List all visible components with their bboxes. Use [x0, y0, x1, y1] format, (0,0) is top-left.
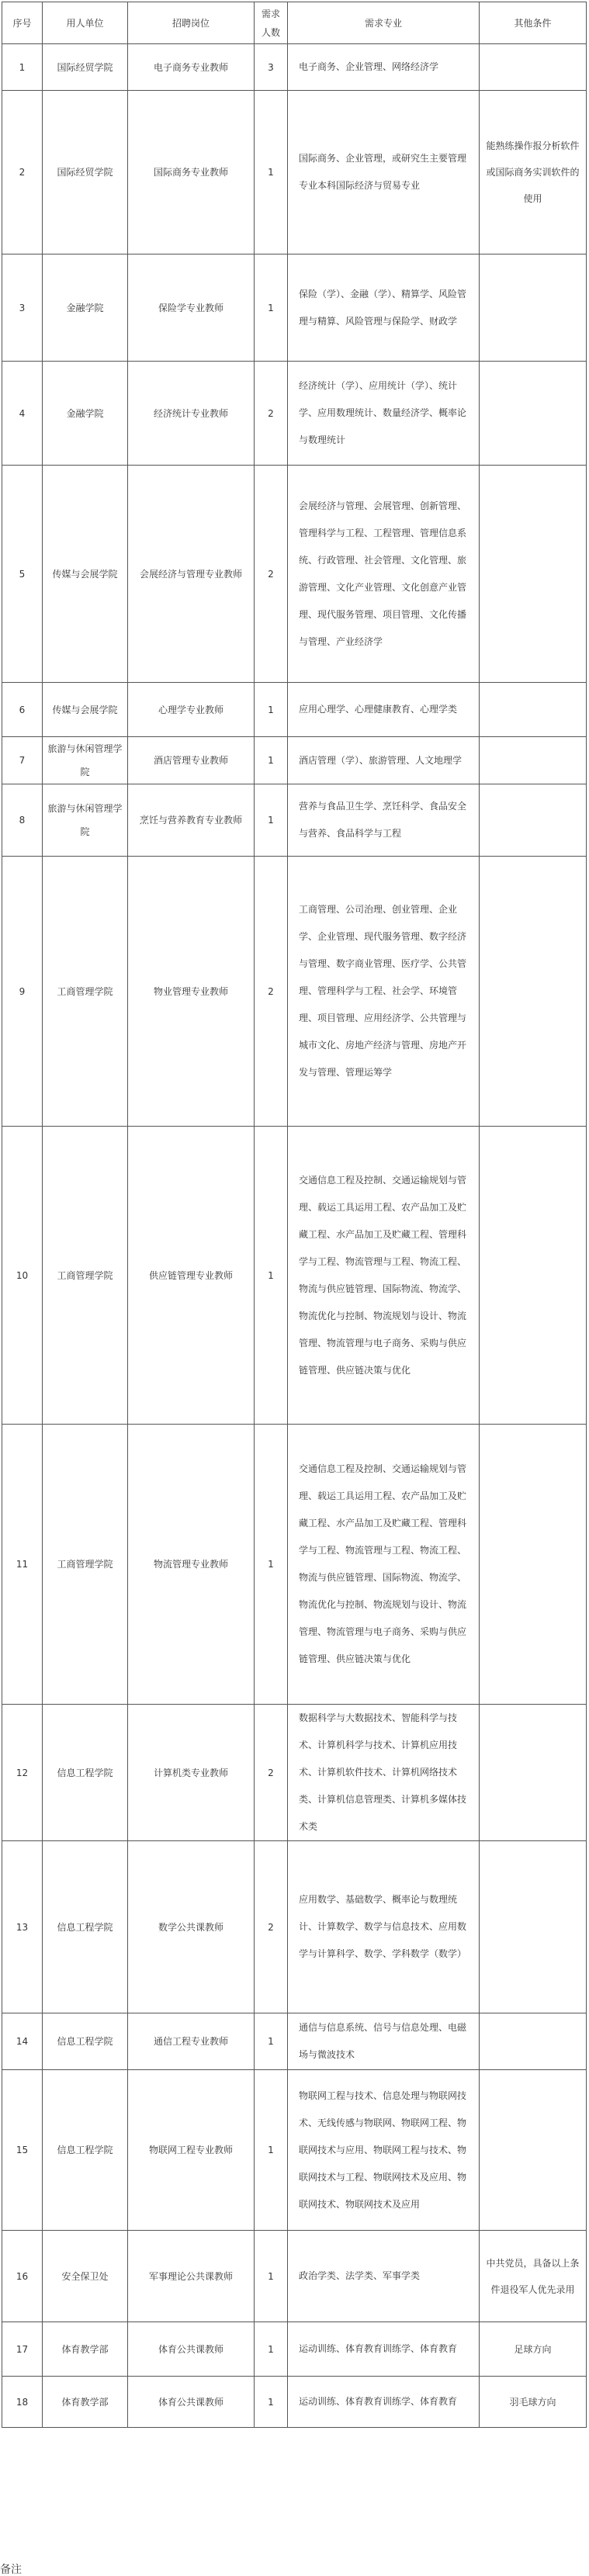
header-extra: 其他条件 — [480, 2, 587, 44]
row-major: 经济统计（学）、应用统计（学）、统计学、应用数理统计、数量经济学、概率论与数理统计 — [288, 362, 480, 466]
row-unit: 金融学院 — [43, 362, 128, 466]
recruitment-table — [2, 2, 587, 2428]
row-count: 1 — [255, 91, 288, 254]
row-unit: 体育教学部 — [43, 2322, 128, 2377]
row-extra — [480, 737, 587, 784]
row-extra: 足球方向 — [480, 2322, 587, 2377]
row-no: 5 — [2, 466, 43, 683]
row-extra — [480, 2013, 587, 2070]
table-row — [2, 2231, 587, 2322]
row-unit: 安全保卫处 — [43, 2231, 128, 2322]
row-unit: 金融学院 — [43, 254, 128, 362]
row-unit: 信息工程学院 — [43, 2013, 128, 2070]
row-count: 1 — [255, 737, 288, 784]
row-extra — [480, 44, 587, 91]
row-position: 计算机类专业教师 — [128, 1705, 255, 1841]
row-position: 经济统计专业教师 — [128, 362, 255, 466]
row-major: 工商管理、公司治理、创业管理、企业学、企业管理、现代服务管理、数字经济与管理、数字商业管理、医疗学、公共管理、管理科学与工程、社会学、环境管理、项目管理、应用经济学、公共管理与城市文化、房地产经济与管理、房地产开发与管理、管理运筹学 — [288, 857, 480, 1127]
table-row — [2, 44, 587, 91]
row-unit: 体育教学部 — [43, 2377, 128, 2428]
row-major: 物联网工程与技术、信息处理与物联网技术、无线传感与物联网、物联网工程、物联网技术与应用、物联网工程与技术、物联网技术与工程、物联网技术及应用、物联网技术、物联网技术及应用 — [288, 2070, 480, 2231]
row-count: 2 — [255, 362, 288, 466]
table-row — [2, 1841, 587, 2013]
row-no: 14 — [2, 2013, 43, 2070]
row-position: 会展经济与管理专业教师 — [128, 466, 255, 683]
header-major: 需求专业 — [288, 2, 480, 44]
row-extra — [480, 1425, 587, 1705]
row-position: 物流管理专业教师 — [128, 1425, 255, 1705]
header-position: 招聘岗位 — [128, 2, 255, 44]
row-no: 9 — [2, 857, 43, 1127]
row-no: 16 — [2, 2231, 43, 2322]
row-major: 通信与信息系统、信号与信息处理、电磁场与微波技术 — [288, 2013, 480, 2070]
row-position: 供应链管理专业教师 — [128, 1127, 255, 1425]
table-row — [2, 1425, 587, 1705]
row-position: 数学公共课教师 — [128, 1841, 255, 2013]
row-major: 运动训练、体育教育训练学、体育教育 — [288, 2377, 480, 2428]
row-extra: 羽毛球方向 — [480, 2377, 587, 2428]
row-position: 物联网工程专业教师 — [128, 2070, 255, 2231]
row-major: 政治学类、法学类、军事学类 — [288, 2231, 480, 2322]
row-unit: 信息工程学院 — [43, 1841, 128, 2013]
row-major: 保险（学）、金融（学）、精算学、风险管理与精算、风险管理与保险学、财政学 — [288, 254, 480, 362]
table-row — [2, 1127, 587, 1425]
row-no: 6 — [2, 683, 43, 737]
row-extra: 中共党员，具备以上条件退役军人优先录用 — [480, 2231, 587, 2322]
table-row — [2, 2013, 587, 2070]
header-unit: 用人单位 — [43, 2, 128, 44]
table-row — [2, 683, 587, 737]
row-position: 体育公共课教师 — [128, 2322, 255, 2377]
row-major: 运动训练、体育教育训练学、体育教育 — [288, 2322, 480, 2377]
row-unit: 传媒与会展学院 — [43, 683, 128, 737]
row-unit: 国际经贸学院 — [43, 91, 128, 254]
row-count: 1 — [255, 784, 288, 857]
row-extra — [480, 254, 587, 362]
row-count: 1 — [255, 2322, 288, 2377]
row-count: 1 — [255, 2377, 288, 2428]
row-major: 电子商务、企业管理、网络经济学 — [288, 44, 480, 91]
row-extra — [480, 1705, 587, 1841]
row-unit: 信息工程学院 — [43, 2070, 128, 2231]
row-major: 交通信息工程及控制、交通运输规划与管理、载运工具运用工程、农产品加工及贮藏工程、水产品加工及贮藏工程、管理科学与工程、物流管理与工程、物流工程、物流与供应链管理、国际物流、物流学、物流优化与控制、物流规划与设计、物流管理、物流管理与电子商务、采购与供应链管理、供应链决策与优化 — [288, 1425, 480, 1705]
table-header-row — [2, 2, 587, 44]
row-no: 8 — [2, 784, 43, 857]
row-major: 应用心理学、心理健康教育、心理学类 — [288, 683, 480, 737]
row-extra — [480, 1127, 587, 1425]
row-position: 物业管理专业教师 — [128, 857, 255, 1127]
row-unit: 工商管理学院 — [43, 1425, 128, 1705]
row-count: 2 — [255, 466, 288, 683]
table-row — [2, 2322, 587, 2377]
header-no: 序号 — [2, 2, 43, 44]
row-major: 营养与食品卫生学、烹饪科学、食品安全与营养、食品科学与工程 — [288, 784, 480, 857]
table-row — [2, 254, 587, 362]
row-major: 数据科学与大数据技术、智能科学与技术、计算机科学与技术、计算机应用技术、计算机软件技术、计算机网络技术类、计算机信息管理类、计算机多媒体技术类 — [288, 1705, 480, 1841]
row-extra — [480, 2070, 587, 2231]
row-count: 1 — [255, 2070, 288, 2231]
row-position: 国际商务专业教师 — [128, 91, 255, 254]
row-no: 2 — [2, 91, 43, 254]
table-row — [2, 362, 587, 466]
row-extra — [480, 362, 587, 466]
row-unit: 工商管理学院 — [43, 857, 128, 1127]
row-position: 心理学专业教师 — [128, 683, 255, 737]
row-unit: 国际经贸学院 — [43, 44, 128, 91]
table-row — [2, 91, 587, 254]
row-no: 12 — [2, 1705, 43, 1841]
table-row — [2, 2377, 587, 2428]
row-extra — [480, 784, 587, 857]
row-count: 2 — [255, 1705, 288, 1841]
row-count: 1 — [255, 1127, 288, 1425]
row-major: 交通信息工程及控制、交通运输规划与管理、载运工具运用工程、农产品加工及贮藏工程、水产品加工及贮藏工程、管理科学与工程、物流管理与工程、物流工程、物流与供应链管理、国际物流、物流学、物流优化与控制、物流规划与设计、物流管理、物流管理与电子商务、采购与供应链管理、供应链决策与优化 — [288, 1127, 480, 1425]
row-position: 通信工程专业教师 — [128, 2013, 255, 2070]
row-major: 应用数学、基础数学、概率论与数理统计、计算数学、数学与信息技术、应用数学与计算科学、数学、学科数学（数学） — [288, 1841, 480, 2013]
row-unit: 信息工程学院 — [43, 1705, 128, 1841]
row-no: 1 — [2, 44, 43, 91]
table-row — [2, 466, 587, 683]
row-no: 3 — [2, 254, 43, 362]
row-position: 军事理论公共课教师 — [128, 2231, 255, 2322]
row-no: 11 — [2, 1425, 43, 1705]
row-unit: 工商管理学院 — [43, 1127, 128, 1425]
row-no: 17 — [2, 2322, 43, 2377]
row-no: 7 — [2, 737, 43, 784]
row-position: 酒店管理专业教师 — [128, 737, 255, 784]
row-extra — [480, 857, 587, 1127]
row-extra — [480, 683, 587, 737]
row-unit: 旅游与休闲管理学院 — [43, 784, 128, 857]
row-count: 1 — [255, 2231, 288, 2322]
row-count: 1 — [255, 254, 288, 362]
row-count: 1 — [255, 683, 288, 737]
row-major: 酒店管理（学）、旅游管理、人文地理学 — [288, 737, 480, 784]
footer-note: 备注 — [0, 2564, 22, 2576]
row-count: 3 — [255, 44, 288, 91]
row-major: 会展经济与管理、会展管理、创新管理、管理科学与工程、工程管理、管理信息系统、行政管理、社会管理、文化管理、旅游管理、文化产业管理、文化创意产业管理、现代服务管理、项目管理、文化传播与管理、产业经济学 — [288, 466, 480, 683]
row-position: 体育公共课教师 — [128, 2377, 255, 2428]
table-row — [2, 1705, 587, 1841]
header-count: 需求人数 — [255, 2, 288, 44]
row-count: 2 — [255, 1841, 288, 2013]
row-extra — [480, 1841, 587, 2013]
row-count: 2 — [255, 857, 288, 1127]
row-count: 1 — [255, 1425, 288, 1705]
table-row — [2, 737, 587, 784]
row-no: 13 — [2, 1841, 43, 2013]
table-row — [2, 857, 587, 1127]
table-row — [2, 784, 587, 857]
row-major: 国际商务、企业管理，或研究生主要管理专业本科国际经济与贸易专业 — [288, 91, 480, 254]
row-no: 15 — [2, 2070, 43, 2231]
row-unit: 传媒与会展学院 — [43, 466, 128, 683]
row-count: 1 — [255, 2013, 288, 2070]
row-no: 18 — [2, 2377, 43, 2428]
row-position: 保险学专业教师 — [128, 254, 255, 362]
row-unit: 旅游与休闲管理学院 — [43, 737, 128, 784]
row-no: 10 — [2, 1127, 43, 1425]
row-extra — [480, 466, 587, 683]
row-position: 烹饪与营养教育专业教师 — [128, 784, 255, 857]
row-no: 4 — [2, 362, 43, 466]
row-position: 电子商务专业教师 — [128, 44, 255, 91]
table-row — [2, 2070, 587, 2231]
row-extra: 能熟练操作报分析软件或国际商务实训软件的使用 — [480, 91, 587, 254]
